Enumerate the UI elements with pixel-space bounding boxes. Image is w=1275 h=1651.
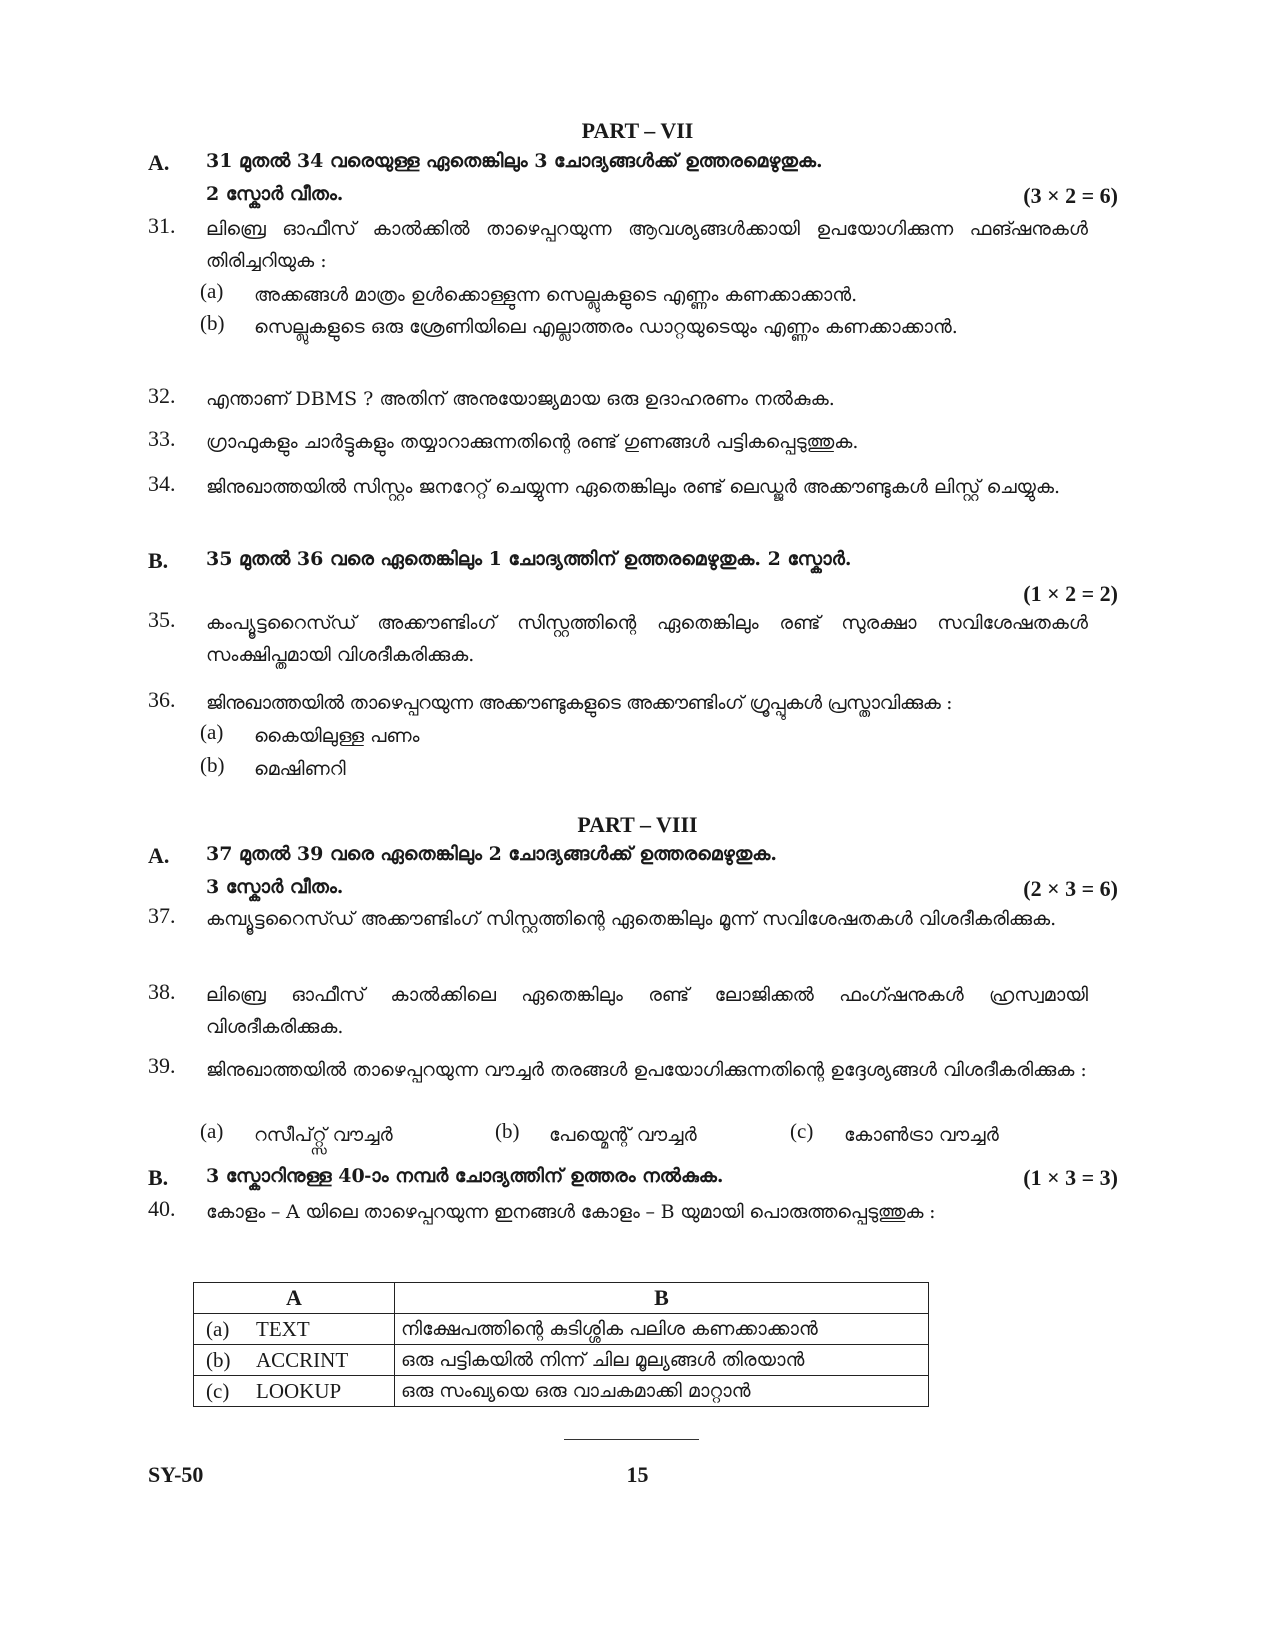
table-header-row	[194, 1283, 929, 1314]
question-number: 35.	[148, 607, 176, 632]
option-text: പേയ്മെന്റ് വൗച്ചർ	[549, 1124, 697, 1146]
option-letter: (b)	[200, 311, 225, 335]
footer-divider	[564, 1439, 699, 1440]
section-letter: A.	[148, 150, 170, 175]
section-letter: A.	[148, 843, 170, 868]
question-number: 32.	[148, 383, 176, 408]
column-b-header: B	[395, 1283, 929, 1314]
section-instruction: 3 സ്കോറിനുള്ള 40-ാം നമ്പർ ചോദ്യത്തിന് ഉത്തരം നൽകുക.	[206, 1165, 724, 1187]
option-text: അക്കങ്ങൾ മാത്രം ഉൾക്കൊള്ളുന്ന സെല്ലുകളുടെ എണ്ണം കണക്കാക്കാൻ.	[254, 284, 858, 306]
question-number: 39.	[148, 1053, 176, 1078]
question-text: ജിനുഖാത്തയിൽ താഴെപ്പറയുന്ന അക്കൗണ്ടുകളുടെ അക്കൗണ്ടിംഗ് ഗ്രൂപ്പുകൾ പ്രസ്താവിക്കുക :	[206, 692, 953, 714]
question-text: എന്താണ് DBMS ? അതിന് അനുയോജ്യമായ ഒരു ഉദാഹരണം നൽകുക.	[206, 388, 835, 410]
question-text: ജിനുഖാത്തയിൽ സിസ്റ്റം ജനറേറ്റ് ചെയ്യുന്ന ഏതെങ്കിലും രണ്ട് ലെഡ്ജർ അക്കൗണ്ടുകൾ ലിസ്റ്റ് ചെയ്യുക.	[206, 476, 1061, 498]
table-row	[194, 1314, 929, 1345]
column-a-cell	[194, 1314, 395, 1345]
column-a-header: A	[194, 1283, 395, 1314]
table-row	[194, 1345, 929, 1376]
section-a-header	[148, 843, 1118, 873]
question-number: 31.	[148, 213, 176, 238]
row-letter: (a)	[206, 1316, 230, 1341]
section-marks: (1 × 2 = 2)	[1023, 581, 1118, 606]
option-text: സെല്ലുകളുടെ ഒരു ശ്രേണിയിലെ എല്ലാത്തരം ഡാറ്റയുടെയും എണ്ണം കണക്കാക്കാൻ.	[254, 316, 958, 338]
option-letter: (a)	[200, 279, 224, 303]
option-text: കോൺട്രാ വൗച്ചർ	[844, 1124, 999, 1146]
part-title: PART – VII	[581, 118, 694, 143]
section-marks: (3 × 2 = 6)	[1023, 183, 1118, 208]
question-text: ലിബ്രെ ഓഫീസ് കാൽക്കിൽ താഴെപ്പറയുന്ന ആവശ്യങ്ങൾക്കായി ഉപയോഗിക്കുന്ന ഫങ്ഷനുകൾ തിരിച്ചറിയുക :	[206, 218, 1088, 272]
column-b-cell: ഒരു സംഖ്യയെ ഒരു വാചകമാക്കി മാറ്റാൻ	[395, 1376, 929, 1407]
row-term: TEXT	[256, 1316, 310, 1341]
column-b-cell: നിക്ഷേപത്തിന്റെ കുടിശ്ശിക പലിശ കണക്കാക്കാൻ	[395, 1314, 929, 1345]
section-instruction: 31 മുതൽ 34 വരെയുള്ള ഏതെങ്കിലും 3 ചോദ്യങ്ങൾക്ക് ഉത്തരമെഴുതുക.	[206, 150, 823, 172]
option-text: കൈയിലുള്ള പണം	[254, 725, 420, 747]
match-table	[193, 1282, 929, 1407]
question-text: കോളം – A യിലെ താഴെപ്പറയുന്ന ഇനങ്ങൾ കോളം – B യുമായി പൊരുത്തപ്പെടുത്തുക :	[206, 1201, 936, 1223]
page-number: 15	[626, 1462, 649, 1487]
question-number: 34.	[148, 471, 176, 496]
table-row	[194, 1376, 929, 1407]
section-score: 3 സ്കോർ വീതം.	[206, 876, 344, 898]
section-b-header	[148, 548, 1118, 578]
question-number: 37.	[148, 903, 176, 928]
question-number: 33.	[148, 426, 176, 451]
row-term: ACCRINT	[256, 1347, 349, 1372]
option-letter: (b)	[200, 753, 225, 777]
row-letter: (b)	[206, 1347, 231, 1372]
section-score: 2 സ്കോർ വീതം.	[206, 183, 344, 205]
option-letter: (c)	[790, 1119, 814, 1143]
column-b-cell: ഒരു പട്ടികയിൽ നിന്ന് ചില മൂല്യങ്ങൾ തിരയാൻ	[395, 1345, 929, 1376]
option-letter: (b)	[495, 1119, 520, 1143]
question-text: ലിബ്രെ ഓഫീസ് കാൽക്കിലെ ഏതെങ്കിലും രണ്ട് ലോജിക്കൽ ഫംഗ്ഷനുകൾ ഹ്രസ്വമായി വിശദീകരിക്കുക.	[206, 984, 1088, 1038]
question-number: 40.	[148, 1196, 176, 1221]
paper-code: SY-50	[148, 1462, 204, 1487]
section-a-score	[148, 183, 1118, 213]
question-text: കംപ്യൂട്ടറൈസ്ഡ് അക്കൗണ്ടിംഗ് സിസ്റ്റത്തിന്റെ ഏതെങ്കിലും രണ്ട് സുരക്ഷാ സവിശേഷതകൾ സംക്ഷിപ്തമായി വിശദീകരിക്കുക.	[206, 612, 1088, 666]
section-a-score	[148, 876, 1118, 906]
option-text: റസീപ്റ്റ്സ് വൗച്ചർ	[254, 1124, 393, 1146]
section-letter: B.	[148, 1165, 169, 1190]
part-title: PART – VIII	[577, 812, 698, 837]
section-letter: B.	[148, 548, 169, 573]
question-text: കമ്പ്യൂട്ടറൈസ്ഡ് അക്കൗണ്ടിംഗ് സിസ്റ്റത്തിന്റെ ഏതെങ്കിലും മൂന്ന് സവിശേഷതകൾ വിശദീകരിക്കുക.	[206, 908, 1057, 930]
option-letter: (a)	[200, 1119, 224, 1143]
column-a-cell	[194, 1376, 395, 1407]
column-a-cell	[194, 1345, 395, 1376]
section-b-header	[148, 1165, 1118, 1195]
row-term: LOOKUP	[256, 1378, 342, 1403]
option-letter: (a)	[200, 720, 224, 744]
section-a-header	[148, 150, 1118, 180]
question-text: ഗ്രാഫുകളും ചാർട്ടുകളും തയ്യാറാക്കുന്നതിന്റെ രണ്ട് ഗുണങ്ങൾ പട്ടികപ്പെടുത്തുക.	[206, 431, 859, 453]
question-number: 38.	[148, 979, 176, 1004]
question-number: 36.	[148, 687, 176, 712]
question-text: ജിനുഖാത്തയിൽ താഴെപ്പറയുന്ന വൗച്ചർ തരങ്ങൾ ഉപയോഗിക്കുന്നതിന്റെ ഉദ്ദേശ്യങ്ങൾ വിശദീകരിക്കുക :	[206, 1059, 1087, 1081]
section-instruction: 37 മുതൽ 39 വരെ ഏതെങ്കിലും 2 ചോദ്യങ്ങൾക്ക് ഉത്തരമെഴുതുക.	[206, 843, 778, 865]
option-text: മെഷിണറി	[254, 758, 346, 780]
section-marks: (1 × 3 = 3)	[1023, 1165, 1118, 1190]
row-letter: (c)	[206, 1378, 230, 1403]
section-marks: (2 × 3 = 6)	[1023, 876, 1118, 901]
section-instruction: 35 മുതൽ 36 വരെ ഏതെങ്കിലും 1 ചോദ്യത്തിന് ഉത്തരമെഴുതുക. 2 സ്കോർ.	[206, 548, 852, 570]
